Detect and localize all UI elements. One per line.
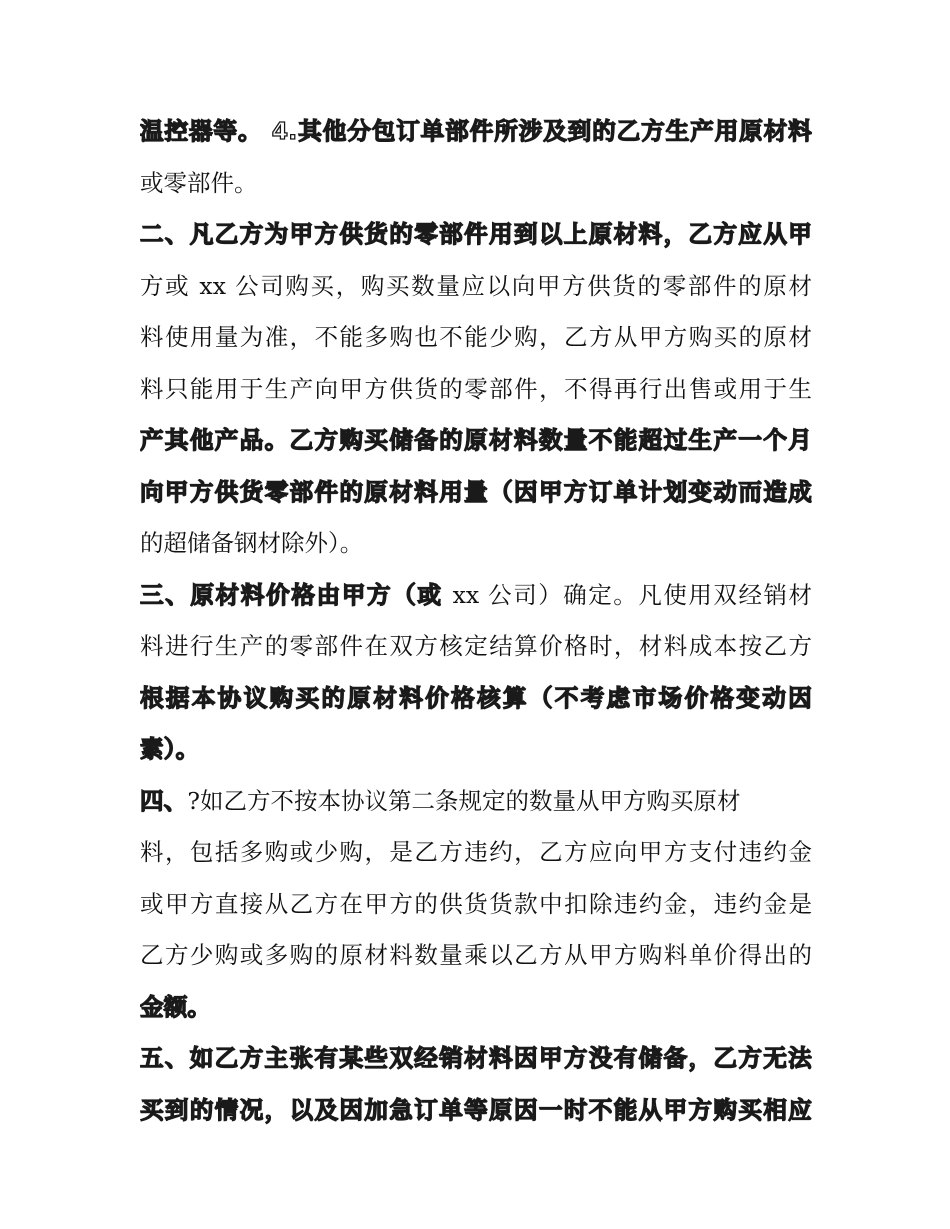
text-segment: 方或 xx 公司购买，购买数量应以向甲方供货的零部件的原材 xyxy=(140,271,812,300)
outlined-text-segment: 四、 xyxy=(140,786,188,815)
document-line xyxy=(140,570,812,622)
outlined-text-segment: 根据本协议购买的原材料价格核算（不考虑市场价格变动因 xyxy=(140,683,812,712)
text-segment: xx 公司）确定。凡使用双经销材 xyxy=(452,580,812,609)
document-line xyxy=(140,724,812,776)
text-segment: 或甲方直接从乙方在甲方的供货货款中扣除违约金，违约金是 xyxy=(140,889,812,918)
document-line xyxy=(140,261,812,313)
text-segment: 料进行生产的零部件在双方核定结算价格时，材料成本按乙方 xyxy=(140,632,812,660)
text-segment: 料只能用于生产向甲方供货的零部件，不得再行出售或用于生 xyxy=(140,374,812,403)
document-line xyxy=(140,930,812,982)
outlined-text-segment: 温控器等。 4.其他分包订单部件所涉及到的乙方生产用原材料 xyxy=(140,117,812,145)
text-segment: 或零部件。 xyxy=(140,168,258,197)
outlined-text-segment: 金额。 xyxy=(140,992,212,1021)
document-line xyxy=(140,827,812,879)
document-line xyxy=(140,467,812,519)
document-line xyxy=(140,209,812,261)
document-line xyxy=(140,312,812,364)
document-line xyxy=(140,106,812,158)
document-line xyxy=(140,518,812,570)
document-line xyxy=(140,982,812,1034)
text-segment: 乙方少购或多购的原材料数量乘以乙方从甲方购料单价得出的 xyxy=(140,941,812,969)
text-segment: 料，包括多购或少购，是乙方违约，乙方应向甲方支付违约金 xyxy=(140,838,812,866)
text-segment: 的超储备钢材除外）。 xyxy=(140,529,364,557)
document-line xyxy=(140,673,812,725)
outlined-text-segment: 买到的情况，以及因加急订单等原因一时不能从甲方购买相应 xyxy=(140,1095,812,1124)
outlined-text-segment: 二、凡乙方为甲方供货的零部件用到以上原材料，乙方应从甲 xyxy=(140,220,812,248)
outlined-text-segment: 向甲方供货零部件的原材料用量（因甲方订单计划变动而造成 xyxy=(140,477,812,506)
document-line xyxy=(140,879,812,931)
text-segment: 料使用量为准，不能多购也不能少购，乙方从甲方购买的原材 xyxy=(140,323,812,351)
outlined-text-segment: 三、原材料价格由甲方（或 xyxy=(140,580,453,609)
document-line xyxy=(140,1033,812,1085)
document-line xyxy=(140,1085,812,1137)
document-line xyxy=(140,158,812,210)
document-line xyxy=(140,776,812,828)
outlined-text-segment: 产其他产品。乙方购买储备的原材料数量不能超过生产一个月 xyxy=(140,426,812,454)
document-line xyxy=(140,621,812,673)
document-line xyxy=(140,364,812,416)
document-line xyxy=(140,415,812,467)
text-segment: ?如乙方不按本协议第二条规定的数量从甲方购买原材 xyxy=(187,786,741,815)
document-body xyxy=(140,106,812,1136)
outlined-text-segment: 五、如乙方主张有某些双经销材料因甲方没有储备，乙方无法 xyxy=(140,1044,812,1072)
outlined-text-segment: 素）。 xyxy=(140,735,200,763)
